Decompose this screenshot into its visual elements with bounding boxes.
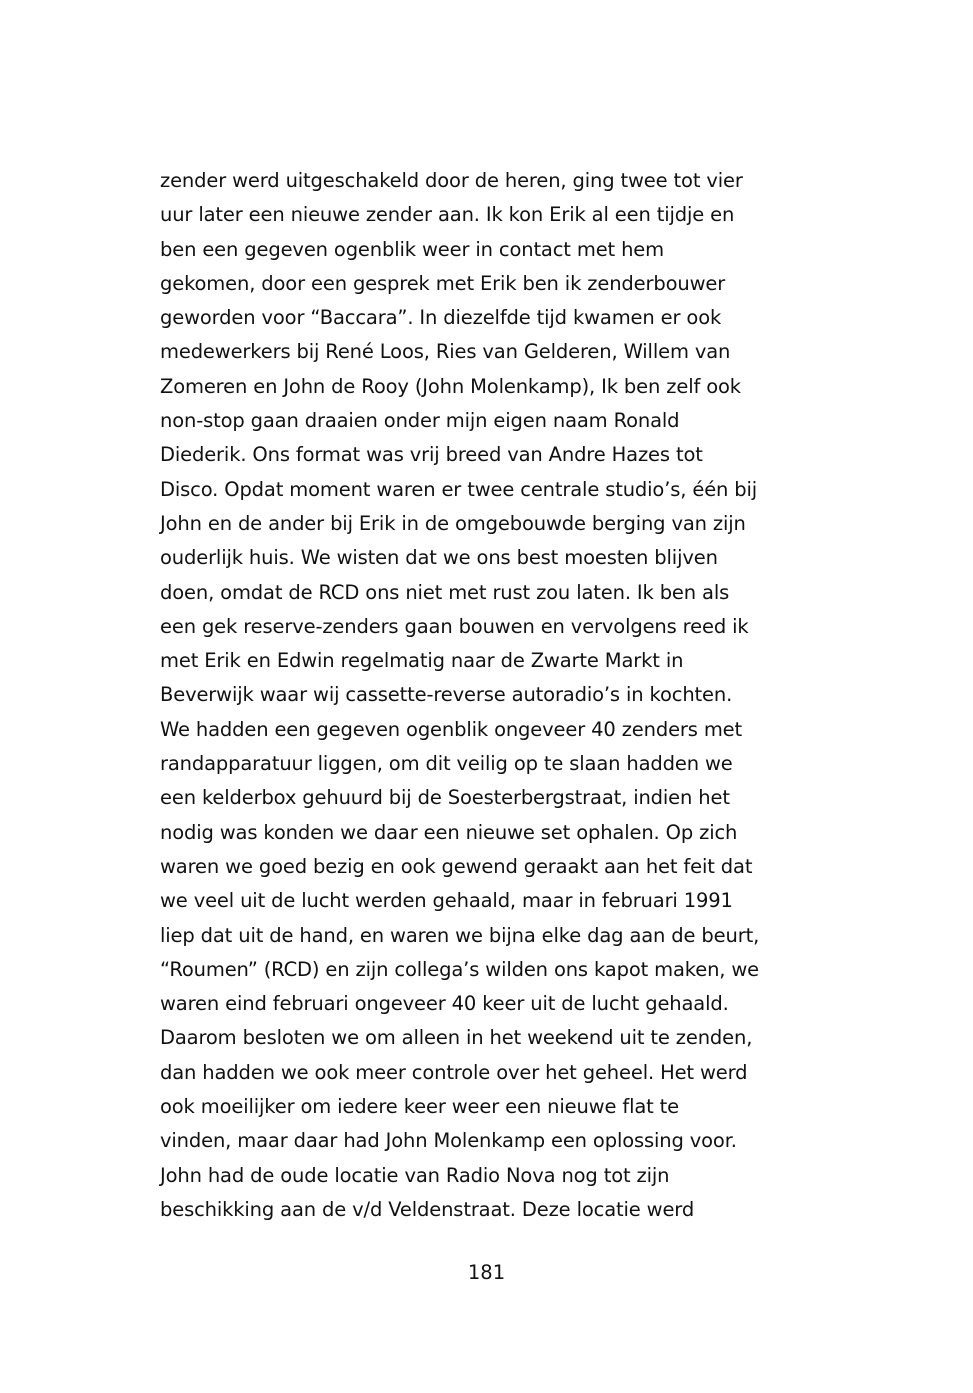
- text-line: geworden voor “Baccara”. In diezelfde tijd kwamen er ook: [160, 306, 722, 330]
- text-line: Zomeren en John de Rooy (John Molenkamp), Ik ben zelf ook: [160, 374, 741, 398]
- text-line: ouderlijk huis. We wisten dat we ons best moesten blijven: [160, 546, 718, 570]
- text-line: uur later een nieuwe zender aan. Ik kon Erik al een tijdje en: [160, 203, 735, 227]
- text-line: waren eind februari ongeveer 40 keer uit de lucht gehaald.: [160, 992, 729, 1016]
- text-line: “Roumen” (RCD) en zijn collega’s wilden ons kapot maken, we: [160, 957, 760, 981]
- text-line: Diederik. Ons format was vrij breed van Andre Hazes tot: [160, 443, 703, 467]
- text-line: doen, omdat de RCD ons niet met rust zou laten. Ik ben als: [160, 580, 730, 604]
- text-line: medewerkers bij René Loos, Ries van Gelderen, Willem van: [160, 340, 731, 364]
- text-line: We hadden een gegeven ogenblik ongeveer 40 zenders met: [160, 717, 743, 741]
- text-line: dan hadden we ook meer controle over het geheel. Het werd: [160, 1060, 748, 1084]
- text-line: non-stop gaan draaien onder mijn eigen naam Ronald: [160, 409, 680, 433]
- text-line: ook moeilijker om iedere keer weer een nieuwe flat te: [160, 1095, 680, 1119]
- text-line: ben een gegeven ogenblik weer in contact met hem: [160, 237, 664, 261]
- text-line: randapparatuur liggen, om dit veilig op te slaan hadden we: [160, 752, 733, 776]
- text-line: John had de oude locatie van Radio Nova nog tot zijn: [160, 1163, 670, 1187]
- text-line: Beverwijk waar wij cassette-reverse autoradio’s in kochten.: [160, 683, 733, 707]
- text-line: waren we goed bezig en ook gewend geraakt aan het feit dat: [160, 854, 753, 878]
- text-line: een kelderbox gehuurd bij de Soesterbergstraat, indien het: [160, 786, 730, 810]
- text-line: Disco. Opdat moment waren er twee centrale studio’s, één bij: [160, 477, 758, 501]
- text-line: nodig was konden we daar een nieuwe set ophalen. Op zich: [160, 820, 738, 844]
- text-line: liep dat uit de hand, en waren we bijna elke dag aan de beurt,: [160, 923, 760, 947]
- text-line: Daarom besloten we om alleen in het weekend uit te zenden,: [160, 1026, 753, 1050]
- text-line: een gek reserve-zenders gaan bouwen en vervolgens reed ik: [160, 614, 749, 638]
- text-line: zender werd uitgeschakeld door de heren, ging twee tot vier: [160, 169, 743, 192]
- page-number: 181: [467, 1261, 506, 1284]
- text-line: we veel uit de lucht werden gehaald, maar in februari 1991: [160, 889, 733, 913]
- text-line: John en de ander bij Erik in de omgebouwde berging van zijn: [160, 511, 746, 535]
- text-line: gekomen, door een gesprek met Erik ben ik zenderbouwer: [160, 271, 726, 295]
- text-line: met Erik en Edwin regelmatig naar de Zwarte Markt in: [160, 649, 684, 673]
- text-line: vinden, maar daar had John Molenkamp een oplossing voor.: [160, 1129, 737, 1153]
- text-line: beschikking aan de v/d Veldenstraat. Deze locatie werd: [160, 1197, 695, 1221]
- body-text: [160, 164, 860, 1227]
